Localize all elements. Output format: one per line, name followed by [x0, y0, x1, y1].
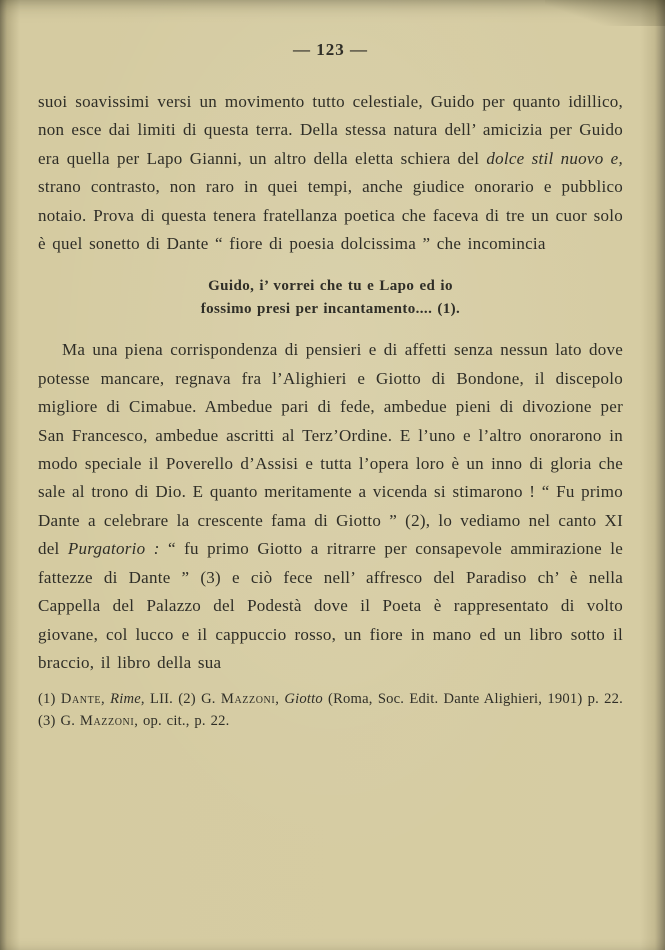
text-segment: Mazzoni: [220, 691, 276, 708]
text-segment: Ma una piena corrispondenza di pensieri e di affetti senza nessun lato dove potesse mancare, regnava fra l’Alighieri e Giotto di Bondone, il discepolo migliore di Cimabue. Ambedue pari di fede, ambedue pieni di divozione per San Francesco, ambedue ascritti al Terz’Ordine. E l’uno e l’altro onorarono in modo speciale il Poverello d’Assisi e tutta l’opera loro è un inno di gloria che sale al trono di Dio. E quanto meritamente a vicenda si stimarono ! “ Fu primo Dante a celebrare la crescente fama di Giotto ” (2), lo vediamo nel canto XI del: [38, 340, 623, 559]
paragraph: [38, 336, 623, 677]
footnote: [38, 689, 623, 732]
text-segment: “ fu primo Giotto a ritrarre per consapevole ammirazione le fattezze di Dante ” (3) e ciò fece nell’ affresco del Paradiso ch’ è nella Cappella del Palazzo del Podestà dove il Poeta è rappresentato di volto giovane, col lucco e il cappuccio rosso, un fiore in mano ed un libro sotto il braccio, il libro della sua: [38, 539, 623, 672]
text-segment: , op. cit., p. 22.: [134, 712, 230, 729]
text-segment: Dante: [60, 691, 102, 708]
verse-quote: [38, 275, 623, 321]
text-segment: dolce stil nuovo e,: [486, 148, 623, 168]
text-segment: Giotto: [284, 691, 323, 708]
text-segment: (1): [38, 691, 61, 708]
verse-line: Guido, i’ vorrei che tu e Lapo ed io: [208, 278, 453, 295]
text-segment: Mazzoni: [79, 712, 135, 729]
text-segment: , LII. (2) G.: [140, 691, 221, 708]
text-segment: Purgatorio :: [67, 539, 160, 559]
page-number: — 123 —: [293, 40, 368, 59]
text-segment: (Roma, Soc. Edit. Dante Alighieri, 1901) p. 22. (3) G.: [38, 691, 623, 729]
text-segment: ,: [101, 691, 111, 708]
paragraph: [38, 88, 623, 258]
verse-line: fossimo presi per incantamento.... (1).: [200, 301, 461, 318]
text-segment: suoi soavissimi versi un movimento tutto celestiale, Guido per quanto idillico, non esce dai limiti di questa terra. Della stessa natura dell’ amicizia per Guido era quella per Lapo Gianni, un altro della eletta schiera del: [38, 92, 623, 168]
text-segment: ,: [275, 691, 285, 708]
page-body: [38, 88, 623, 732]
text-segment: Rime: [110, 691, 141, 708]
text-segment: strano contrasto, non raro in quei tempi, anche giudice onorario e pubblico notaio. Prova di questa tenera fratellanza poetica che faceva di tre un cuor solo è quel sonetto di Dante “ fiore di poesia dolcissima ” che incomincia: [38, 177, 623, 254]
